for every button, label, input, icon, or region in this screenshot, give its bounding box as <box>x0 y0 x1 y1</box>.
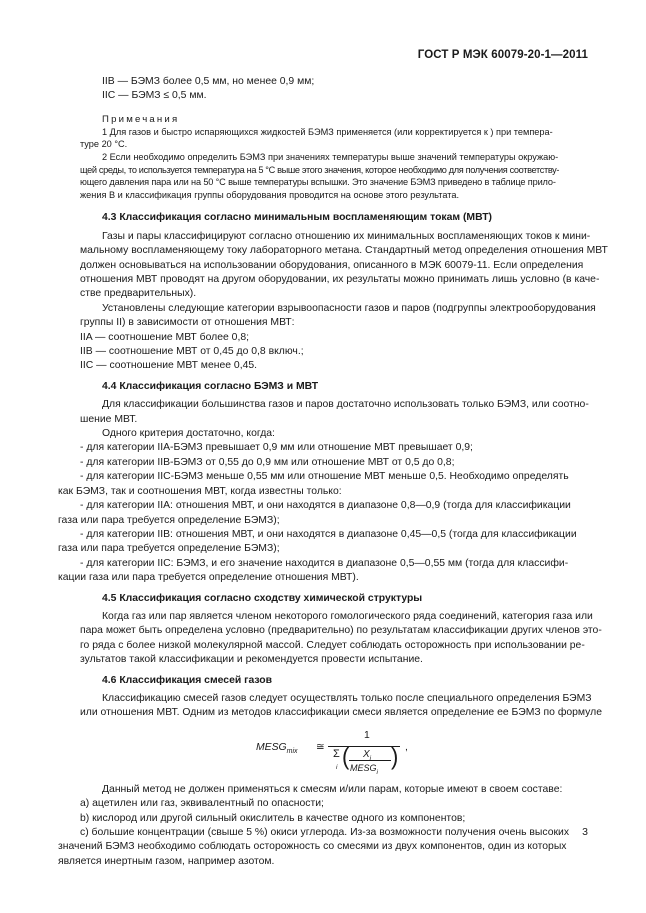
list-item: - для категории IIB-БЭМЗ от 0,55 до 0,9 мм или отношение МВТ от 0,5 до 0,8; <box>80 456 455 468</box>
formula-lhs-text: MESG <box>256 741 287 753</box>
note-line: 2 Если необходимо определить БЭМЗ при значениях температуры выше значений температуры окружаю- <box>102 152 559 162</box>
formula-sigma-index: i <box>336 763 338 771</box>
text-line: мальному воспламеняющему току лабораторного метана. Стандартный метод определения отношения МВТ <box>80 245 608 257</box>
text-line: должен основываться на использовании оборудования, описанного в МЭК 60079-11. Если определения <box>80 259 584 271</box>
paragraph <box>80 230 608 302</box>
list-item: IIB — соотношение МВТ от 0,45 до 0,8 включ.; <box>80 346 304 358</box>
section-title-4-4: 4.4 Классификация согласно БЭМЗ и МВТ <box>102 380 319 392</box>
category-list <box>80 331 590 374</box>
document-body <box>58 75 608 869</box>
section-title-4-3: 4.3 Классификация согласно минимальным воспламеняющим токам (МВТ) <box>102 212 493 224</box>
formula-numerator: 1 <box>364 729 370 741</box>
notes-title: Примечания <box>102 113 180 125</box>
formula-comma: , <box>405 741 408 753</box>
paragraph <box>58 826 590 869</box>
section-title-4-5: 4.5 Классификация согласно сходству химической структуры <box>102 592 423 604</box>
formula-lhs <box>256 741 298 759</box>
list-item: - для категории IIA-БЭМЗ превышает 0,9 мм или отношение МВТ превышает 0,9; <box>80 442 473 454</box>
text-line: Одного критерия достаточно, когда: <box>102 428 275 440</box>
list-item: IIA — соотношение МВТ более 0,8; <box>80 331 249 343</box>
text-line: зультатов такой классификации и рекомендуется провести испытание. <box>80 654 423 666</box>
list-item: IIB — БЭМЗ более 0,5 мм, но менее 0,9 мм; <box>102 76 315 87</box>
formula-paren-right: ) <box>391 742 399 770</box>
list-item: a) ацетилен или газ, эквивалентный по опасности; <box>80 798 324 810</box>
text-line: или отношения МВТ. Одним из методов классификации смеси является определение ее БЭМЗ по формуле <box>80 707 602 719</box>
conditions-list <box>58 499 590 585</box>
text-line: го ряда с более низкой молекулярной массой. Следует соблюдать осторожность при использовании ре- <box>80 639 585 651</box>
page-number: 3 <box>582 826 588 838</box>
text-line: Газы и пары классифицируют согласно отношению их минимальных воспламеняющих токов к мини- <box>102 230 591 242</box>
text-line: шение МВТ. <box>80 413 138 425</box>
text-line: как БЭМЗ, так и соотношения МВТ, когда известны только: <box>58 485 342 497</box>
list-item: b) кислород или другой сильный окислитель в качестве одного из компонентов; <box>80 812 466 824</box>
note-2 <box>80 151 590 201</box>
formula-xi-text: X <box>363 748 370 760</box>
note-1 <box>80 126 590 151</box>
formula-mesg-sub: i <box>376 768 378 776</box>
note-line: щей среды, то используется температура на 5 °С выше этого значения, которое необходимо для получения соответству- <box>80 164 560 175</box>
list-item: - для категории IIA: отношения МВТ, и они находятся в диапазоне 0,8—0,9 (тогда для классификации <box>80 500 571 512</box>
formula-paren-left: ( <box>342 742 350 770</box>
note-line: 1 Для газов и быстро испаряющихся жидкостей БЭМЗ применяется (или корректируется к ) при темпера- <box>102 126 553 137</box>
document-header: ГОСТ Р МЭК 60079-20-1—2011 <box>417 49 588 61</box>
list-item-cont: газа или пара требуется определение БЭМЗ); <box>58 543 280 555</box>
text-line: Данный метод не должен применяться к смесям и/или парам, которые имеют в своем составе: <box>102 783 563 795</box>
text-line: стве предварительных). <box>80 288 197 300</box>
text-line: значений БЭМЗ необходимо соблюдать осторожность со смесями из двух компонентов, один из которых <box>58 841 567 853</box>
list-item: IIC — соотношение МВТ менее 0,45. <box>80 360 258 372</box>
text-line: группы II) в зависимости от отношения МВТ: <box>80 317 295 329</box>
formula-mesg-text: MESG <box>350 762 377 773</box>
text-line: отношения МВТ проводят на другом оборудовании, их результаты можно принимать лишь условно (в каче- <box>80 274 600 285</box>
formula-xi-sub: i <box>369 754 372 762</box>
note-line: жения В и классификация группы оборудования проводится на основе этого результата. <box>80 189 460 200</box>
formula-mesg-mix <box>80 727 590 779</box>
list-item: - для категории IIC: БЭМЗ, и его значение находится в диапазоне 0,5—0,55 мм (тогда для классифи- <box>80 557 569 569</box>
text-line: Классификацию смесей газов следует осуществлять только после специального определения БЭМЗ <box>102 692 592 704</box>
paragraph <box>80 302 596 331</box>
list-item: - для категории IIC-БЭМЗ меньше 0,55 мм или отношение МВТ меньше 0,5. Необходимо определять <box>80 471 569 483</box>
exclusion-list <box>80 797 590 826</box>
text-line: Когда газ или пар является членом некоторого гомологического ряда соединений, категория газа или <box>102 610 593 622</box>
text-line: пара может быть определена условно (предварительно) по результатам классификации других членов это- <box>80 625 602 637</box>
section-title-4-6: 4.6 Классификация смесей газов <box>102 674 272 686</box>
text-line: Для классификации большинства газов и паров достаточно использовать только БЭМЗ, или соотно- <box>102 399 589 411</box>
text-line: является инертным газом, например азотом. <box>58 855 275 867</box>
note-line: ющего давления пара или на 50 °С выше температуры вспышки. Это значение БЭМЗ приведено в таблице прило- <box>80 177 556 188</box>
formula-sigma: Σ <box>333 747 340 760</box>
criteria-list <box>80 441 590 484</box>
note-line: туре 20 °С. <box>80 139 128 150</box>
formula-mesg <box>350 761 378 780</box>
paragraph <box>80 398 590 427</box>
paragraph <box>80 692 602 721</box>
list-item-cont: кации газа или пара требуется определение отношения МВТ). <box>58 572 359 584</box>
list-item: - для категории IIB: отношения МВТ, и они находятся в диапазоне 0,45—0,5 (тогда для классификации <box>80 528 577 540</box>
text-line: Установлены следующие категории взрывоопасности газов и паров (подгруппы электрооборудования <box>102 302 596 314</box>
formula-lhs-sub: mix <box>286 747 298 755</box>
list-item-cont: газа или пара требуется определение БЭМЗ); <box>58 514 280 526</box>
formula-approx-sign: ≅ <box>316 741 325 753</box>
list-item: IIC — БЭМЗ ≤ 0,5 мм. <box>102 90 207 102</box>
text-line: c) большие концентрации (свыше 5 %) окиси углерода. Из-за возможности получения очень высоких <box>80 827 570 838</box>
paragraph <box>80 610 602 668</box>
